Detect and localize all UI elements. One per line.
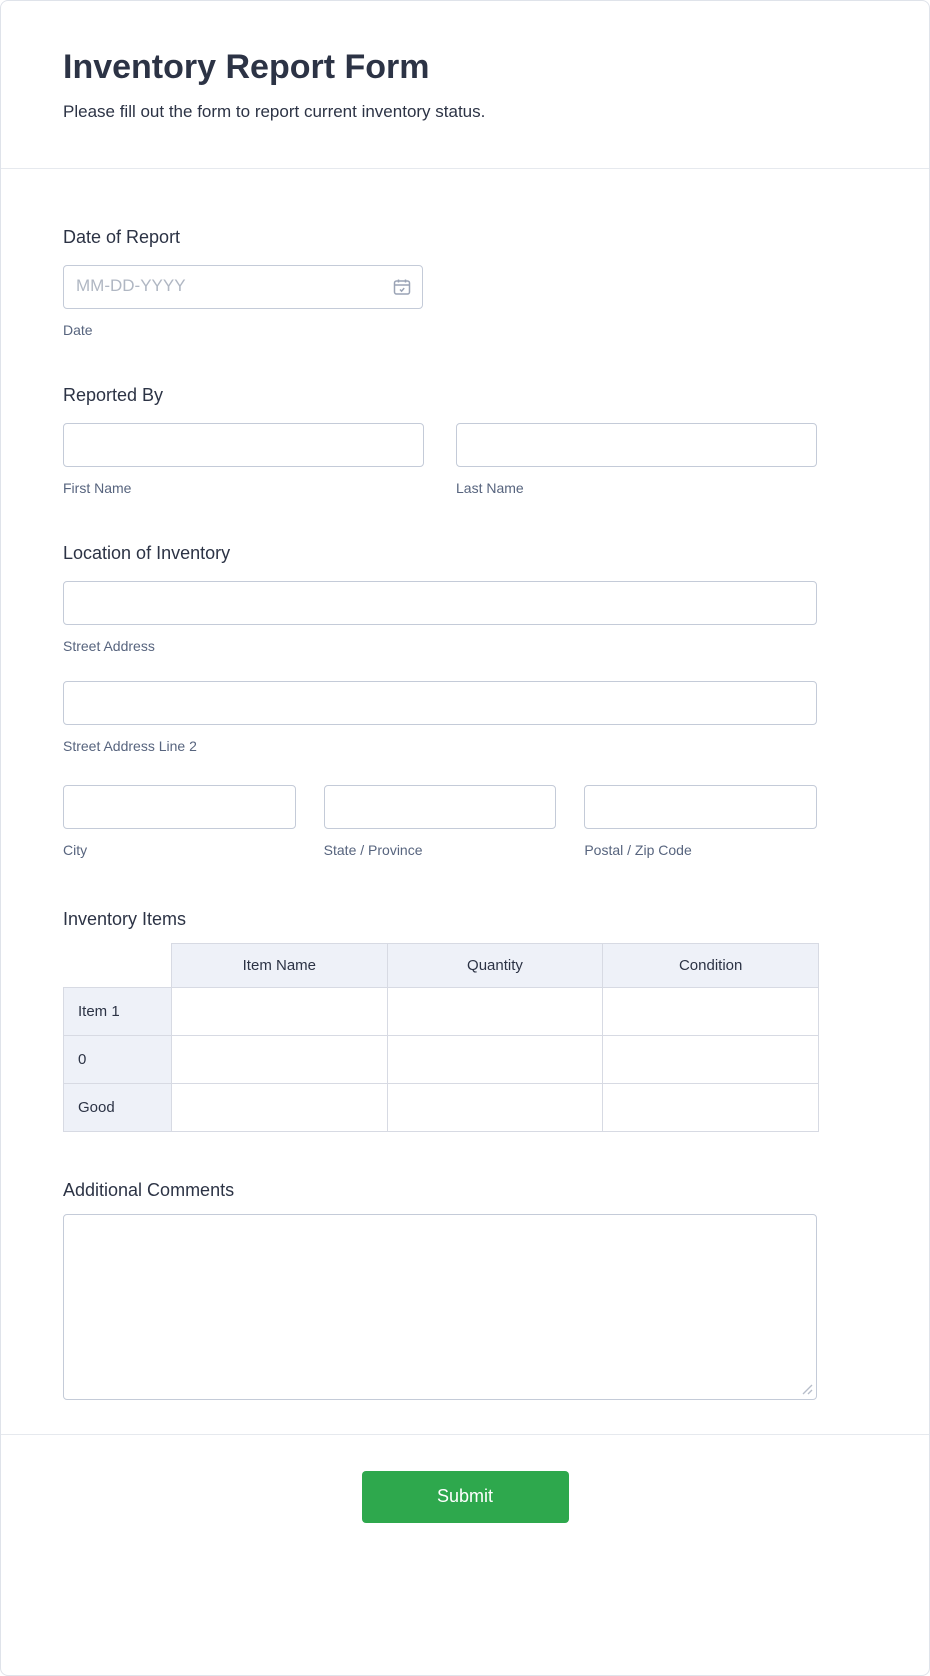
column-header-item-name: Item Name [172,943,388,987]
last-name-col [456,423,817,497]
first-name-col [63,423,424,497]
form-footer [1,1434,929,1583]
column-header-condition: Condition [603,943,819,987]
street-address-field[interactable] [63,581,817,625]
table-cell-input[interactable] [172,987,388,1035]
question-location [63,541,817,859]
calendar-icon[interactable] [392,277,412,297]
name-fields-row [63,423,817,497]
table-cell-input[interactable] [387,1083,603,1131]
question-additional-comments [63,1178,817,1400]
table-row [64,987,819,1035]
first-name-field[interactable] [63,423,424,467]
inventory-items-label: Inventory Items [63,908,187,929]
inventory-items-table [63,943,819,1132]
date-field-wrapper [63,265,423,309]
location-label: Location of Inventory [63,542,231,563]
city-state-postal-row [63,785,817,859]
question-inventory-items [63,907,817,1132]
row-header-item-1: Item 1 [64,987,172,1035]
table-cell-input[interactable] [172,1083,388,1131]
city-col [63,785,296,859]
state-col [324,785,557,859]
comments-wrapper [63,1214,817,1400]
row-header-good: Good [64,1083,172,1131]
street-address-line2-sublabel: Street Address Line 2 [63,737,197,754]
city-field[interactable] [63,785,296,829]
table-row [64,1035,819,1083]
table-cell-input[interactable] [603,1035,819,1083]
column-header-quantity: Quantity [387,943,603,987]
question-reported-by [63,383,817,497]
page-title: Inventory Report Form [63,48,430,86]
form-header [1,1,929,169]
last-name-sublabel: Last Name [456,479,524,496]
resize-handle-icon[interactable] [802,1384,813,1395]
submit-button[interactable]: Submit [362,1471,569,1523]
table-cell-input[interactable] [172,1035,388,1083]
street-address-sublabel: Street Address [63,637,155,654]
form-body [1,169,929,1434]
city-sublabel: City [63,841,88,858]
question-date-of-report [63,225,817,339]
page-subtitle: Please fill out the form to report current inventory status. [63,101,486,121]
table-corner-cell [64,943,172,987]
postal-zip-sublabel: Postal / Zip Code [584,841,692,858]
table-cell-input[interactable] [603,1083,819,1131]
additional-comments-textarea[interactable] [63,1214,817,1400]
last-name-field[interactable] [456,423,817,467]
postal-col [584,785,817,859]
table-cell-input[interactable] [387,1035,603,1083]
table-cell-input[interactable] [387,987,603,1035]
state-province-sublabel: State / Province [323,841,423,858]
state-province-field[interactable] [324,785,557,829]
first-name-sublabel: First Name [63,479,132,496]
table-cell-input[interactable] [603,987,819,1035]
table-header-row [64,943,819,987]
table-row [64,1083,819,1131]
reported-by-label: Reported By [63,384,164,405]
street-address-line2-field[interactable] [63,681,817,725]
postal-zip-field[interactable] [584,785,817,829]
additional-comments-label: Additional Comments [63,1179,235,1200]
date-input[interactable] [63,265,423,309]
row-header-0: 0 [64,1035,172,1083]
date-of-report-label: Date of Report [63,226,181,247]
date-sublabel: Date [63,321,93,338]
